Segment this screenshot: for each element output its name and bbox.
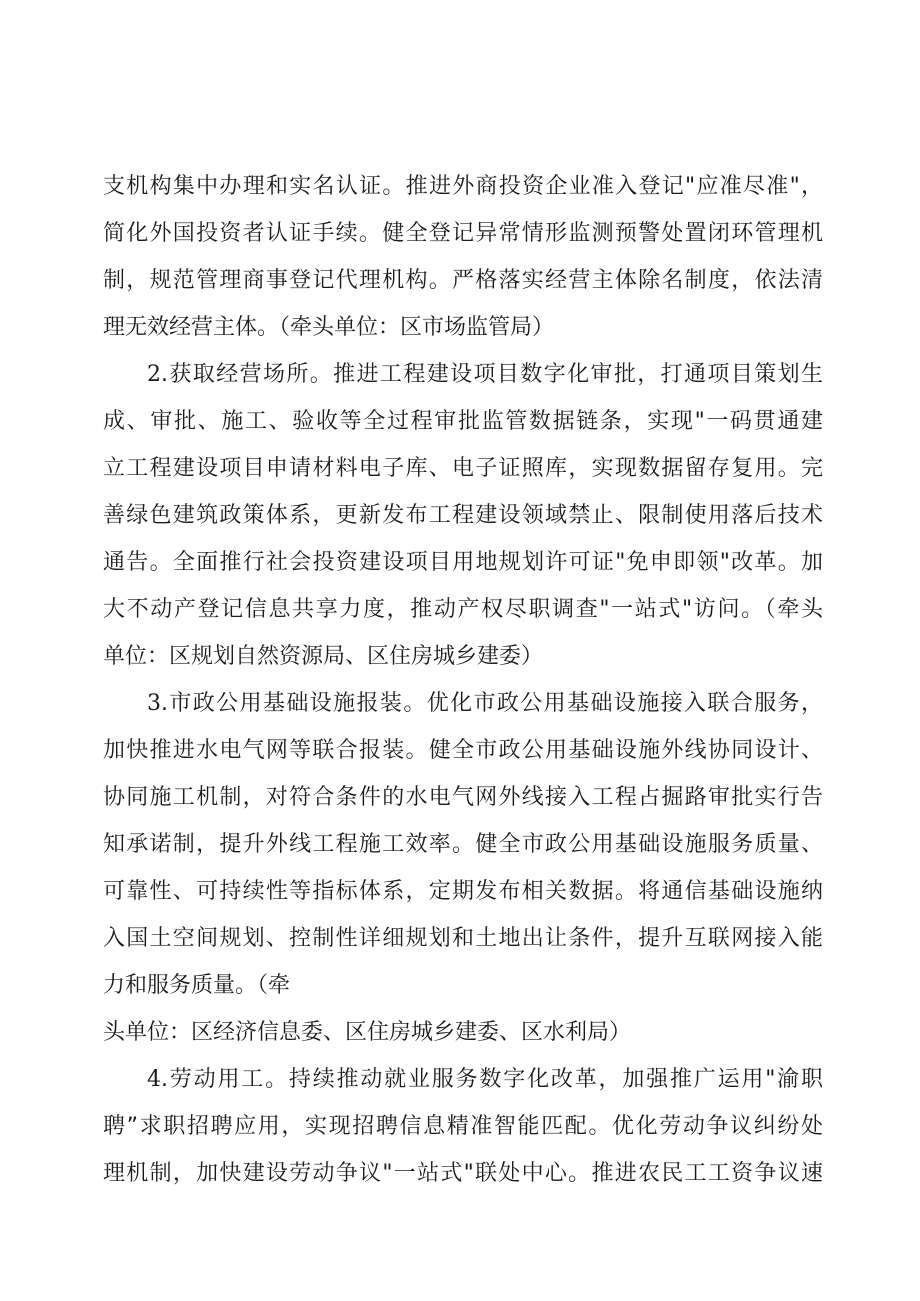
item-number: 4 [147,1067,161,1092]
text-line: 力和服务质量。（牵 [103,973,291,998]
text-line: 头单位：区经济信息委、区住房城乡建委、区水利局） [103,1020,632,1045]
document-page [103,163,823,1197]
paragraph-3 [103,680,823,1056]
text-line-first [103,1056,823,1103]
text-line: 制，规范管理商事登记代理机构。严格落实经营主体除名制度，依法清 [103,268,823,293]
text-line: 理无效经营主体。（牵头单位：区市场监管局） [103,315,555,340]
text-line-first [103,351,823,398]
text-line-body: .市政公用基础设施报装。优化市政公用基础设施接入联合服务， [161,691,823,716]
text-line: 入国土空间规划、控制性详细规划和土地出让条件，提升互联网接入能 [103,926,823,951]
text-line: 成、审批、施工、验收等全过程审批监管数据链条，实现"一码贯通建 [103,409,823,434]
text-line: 理机制，加快建设劳动争议"一站式"联处中心。推进农民工工资争议速 [103,1161,823,1186]
item-number: 2 [147,362,161,387]
text-line: 大不动产登记信息共享力度，推动产权尽职调查"一站式"访问。（牵头 [103,597,823,622]
text-line: 加快推进水电气网等联合报装。健全市政公用基础设施外线协同设计、 [103,738,823,763]
text-line-first [103,680,823,727]
text-line-body: .获取经营场所。推进工程建设项目数字化审批，打通项目策划生 [161,362,823,387]
text-line: 简化外国投资者认证手续。健全登记异常情形监测预警处置闭环管理机 [103,221,823,246]
paragraph-2 [103,351,823,680]
paragraph-1 [103,163,823,351]
item-number: 3 [147,691,161,716]
text-line: 单位：区规划自然资源局、区住房城乡建委） [103,644,544,669]
text-line: 立工程建设项目申请材料电子库、电子证照库，实现数据留存复用。完 [103,456,823,481]
text-line: 支机构集中办理和实名认证。推进外商投资企业准入登记"应准尽准"， [103,174,823,199]
text-line: 善绿色建筑政策体系，更新发布工程建设领域禁止、限制使用落后技术 [103,503,823,528]
text-line: 聘”求职招聘应用，实现招聘信息精准智能匹配。优化劳动争议纠纷处 [103,1114,823,1139]
text-line: 协同施工机制，对符合条件的水电气网外线接入工程占掘路审批实行告 [103,785,823,810]
text-line-body: .劳动用工。持续推动就业服务数字化改革，加强推广运用"渝职 [161,1067,823,1092]
text-line: 通告。全面推行社会投资建设项目用地规划许可证"免申即领"改革。加 [103,550,823,575]
paragraph-4 [103,1056,823,1197]
text-line: 知承诺制，提升外线工程施工效率。健全市政公用基础设施服务质量、 [103,832,823,857]
text-line: 可靠性、可持续性等指标体系，定期发布相关数据。将通信基础设施纳 [103,879,823,904]
